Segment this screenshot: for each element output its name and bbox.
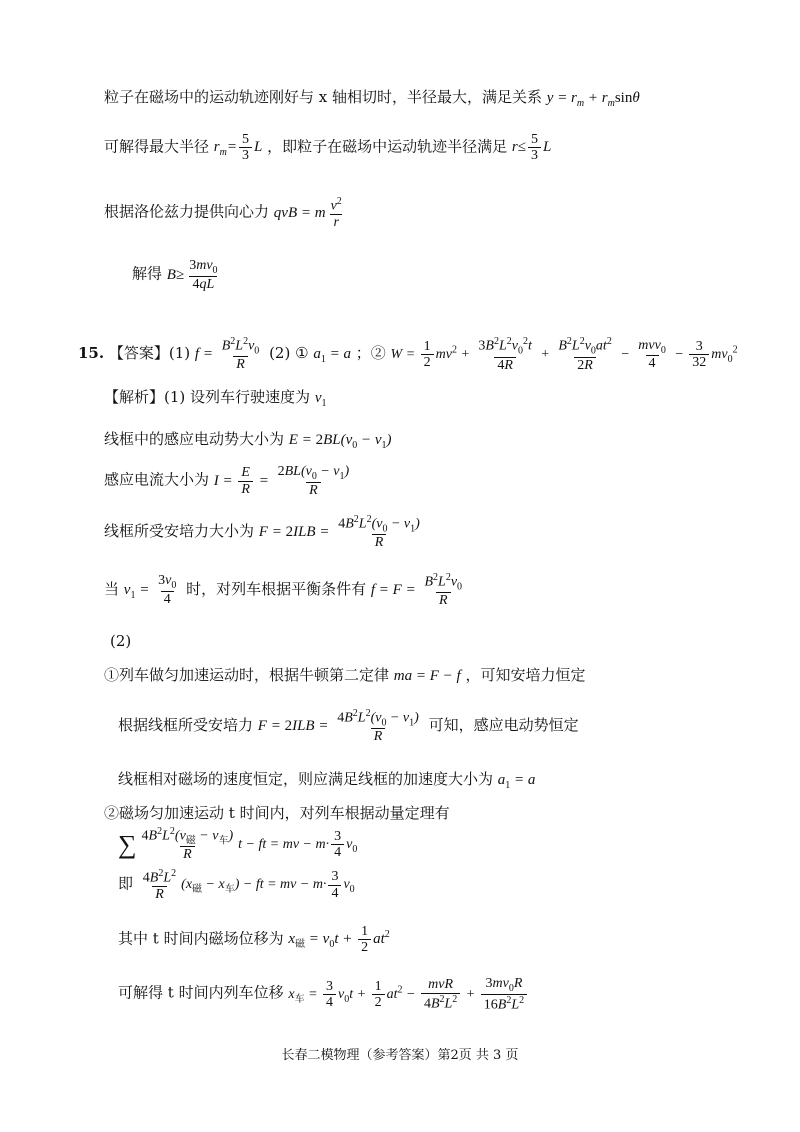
equation-b-ge: B≥ $\frac{3mv_0}{4qL}$ bbox=[166, 258, 218, 292]
equation-namely: $\frac{4B^2L^2}{R}$ $(x_磁 - x_车)$ − ft = mv − m· $\frac{3}{4}$ $v_0$ bbox=[142, 868, 355, 903]
newton-text: ①列车做匀加速运动时，根据牛顿第二定律 bbox=[104, 666, 390, 684]
text-line-lorentz bbox=[104, 196, 347, 230]
equilibrium-text: 时，对列车根据平衡条件有 bbox=[186, 579, 367, 598]
text-line-solve-b bbox=[132, 258, 223, 292]
equation-a1: $a_1 = a$ bbox=[313, 345, 351, 365]
text-line-tangent bbox=[104, 88, 640, 110]
emf-text: 线框中的感应电动势大小为 bbox=[104, 430, 285, 448]
analysis-line bbox=[104, 388, 326, 410]
current-text: 感应电流大小为 bbox=[104, 470, 210, 489]
namely-line bbox=[118, 868, 355, 902]
force-text: 线框所受安培力大小为 bbox=[104, 521, 255, 540]
equation-force-2: F = 2ILB = $\frac{4B^2L^2(v_0 - v_1)}{R}$ bbox=[257, 708, 419, 745]
max-radius-text: 可解得最大半径 bbox=[104, 137, 210, 156]
q15-answer-line bbox=[78, 336, 738, 373]
emf-line bbox=[104, 430, 392, 452]
equation-force: F = 2ILB = $\frac{4B^2L^2(v_0 - v_1)}{R}$ bbox=[258, 514, 420, 551]
solve-text: 解得 bbox=[132, 264, 163, 283]
newton-line bbox=[104, 666, 586, 685]
ampere-text: 根据线框所受安培力 bbox=[118, 715, 254, 734]
equation-v1: $v_1$ = $\frac{3v_0}{4}$ bbox=[123, 573, 177, 608]
equation-current: I = $\frac{E}{R}$ = $\frac{2BL(v_0 - v_1)}{R}$ bbox=[213, 464, 350, 498]
momentum-text: ②磁场匀加速运动 t 时间内，对列车根据动量定理有 bbox=[104, 804, 450, 822]
acceleration-line bbox=[118, 770, 535, 792]
equation-rm: $r_m=$ $\frac{5}{3}$ L bbox=[213, 132, 263, 164]
analysis-text: 【解析】(1) 设列车行驶速度为 bbox=[104, 388, 311, 406]
emf-constant-text: 可知，感应电动势恒定 bbox=[428, 715, 579, 734]
page-footer: 长春二模物理（参考答案）第2页 共 3 页 bbox=[281, 1048, 519, 1063]
momentum-line bbox=[104, 804, 450, 822]
equation-ma: ma = F − f bbox=[393, 668, 461, 684]
answer-part2-label: (2) ① bbox=[269, 343, 309, 362]
lorentz-text: 根据洛伦兹力提供向心力 bbox=[104, 202, 270, 221]
train-displacement-text: 可解得 t 时间内列车位移 bbox=[118, 983, 284, 1002]
equation-emf: $E = 2BL(v_0 - v_1)$ bbox=[288, 432, 392, 451]
current-line bbox=[104, 464, 354, 498]
answer-label: 【答案】(1) bbox=[108, 343, 191, 362]
equilibrium-line bbox=[104, 572, 467, 609]
equation-x-train: $x_车$ = $\frac{3}{4}$ $v_0t$ + $\frac{1}{2}$ $at^2$ − $\frac{\text{mvR}}{4B^2L^2}$ + $\frac{3mv_0R}{16B^2L^2}$ bbox=[288, 987, 529, 1002]
symbol-v1: $v_1$ bbox=[314, 390, 327, 409]
train-displacement-line bbox=[118, 976, 529, 1013]
part2-label: (2) bbox=[110, 632, 132, 650]
equation-sum: ∑ $\frac{4B^2L^2(v_磁 - v_车)}{R}$ t − ft = mv − m· $\frac{3}{4}$ $v_0$ bbox=[118, 826, 358, 863]
tangent-text: 粒子在磁场中的运动轨迹刚好与 x 轴相切时，半径最大，满足关系 bbox=[104, 88, 542, 106]
field-displacement-text: 其中 t 时间内磁场位移为 bbox=[118, 929, 284, 948]
equation-a1-a: $a_1 = a$ bbox=[497, 772, 536, 791]
equation-w: W = $\frac{1}{2}$ $mv^2$ + $\frac{3B^2L^2v_0^2t}{4R}$ + $\frac{B^2L^2v_0at^2}{2R}$ − $\frac{mvv_0}{4}$ − $\frac{3}{32}$ $mv_0^2$ bbox=[390, 336, 738, 373]
force-line bbox=[104, 514, 425, 551]
equation-r-le: r≤ $\frac{5}{3}$ L bbox=[511, 132, 552, 164]
equation-f: f = $\frac{B^2L^2v_0}{R}$ bbox=[194, 336, 260, 373]
when-text: 当 bbox=[104, 579, 120, 598]
answer-part2b-label: ；② bbox=[355, 343, 386, 362]
acceleration-text: 线框相对磁场的速度恒定，则应满足线框的加速度大小为 bbox=[118, 770, 494, 788]
field-displacement-line bbox=[118, 924, 390, 956]
equation-qvb: qvB = m $\frac{v^2}{r}$ bbox=[273, 196, 342, 231]
question-number: 15. bbox=[78, 343, 105, 362]
ampere-constant-line bbox=[118, 708, 579, 745]
sum-equation-line bbox=[118, 826, 357, 863]
equation-x-field: $x_磁 = v_0t$ + $\frac{1}{2}$ $at^2$ bbox=[288, 924, 390, 956]
newton-text-b: ，可知安培力恒定 bbox=[465, 666, 586, 684]
radius-condition-text: ，即粒子在磁场中运动轨迹半径满足 bbox=[267, 137, 508, 156]
namely-text: 即 bbox=[118, 874, 134, 893]
text-line-max-radius bbox=[104, 132, 551, 164]
equation-f-equals: f = F = $\frac{B^2L^2v_0}{R}$ bbox=[370, 572, 463, 609]
equation-y-rm: $y = r_m + r_m\sin\theta$ bbox=[546, 90, 640, 109]
